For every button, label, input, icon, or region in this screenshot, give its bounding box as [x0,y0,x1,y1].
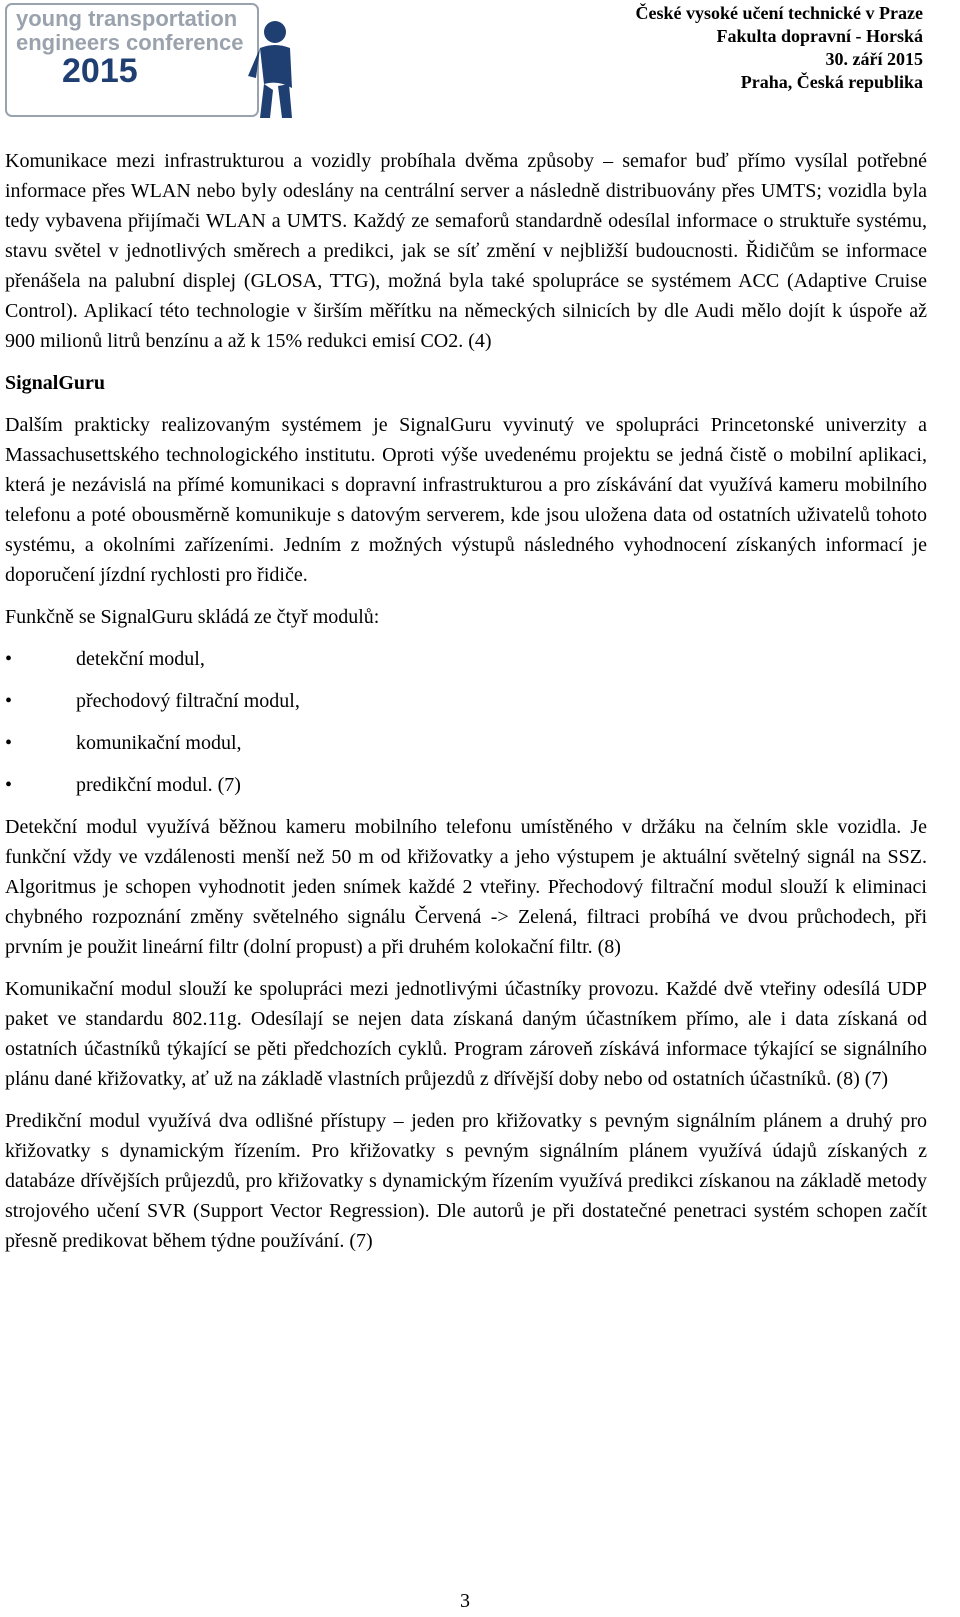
list-item [5,644,927,674]
list-item [5,728,927,758]
list-item [5,770,927,800]
paragraph-detection-module: Detekční modul využívá běžnou kameru mobilního telefonu umístěného v držáku na čelním skle vozidla. Je funkční vždy ve vzdálenosti menší než 50 m od křižovatky a jeho výstupem je aktuální světelný signál na SSZ. Algoritmus je schopen vyhodnotit jeden snímek každé 2 vteřiny. Přechodový filtrační modul slouží k eliminaci chybného rozpoznání změny světelného signálu Červená -> Zelená, filtraci probíhá ve dvou průchodech, při prvním je použit lineární filtr (dolní propust) a při druhém kolokační filtr. (8) [5,816,927,958]
list-item-text: přechodový filtrační modul, [76,690,300,712]
paragraph-signalguru-intro: Dalším prakticky realizovaným systémem je SignalGuru vyvinutý ve spolupráci Princetonské univerzity a Massachusettského technologického institutu. Oproti výše uvedenému projektu se jedná čistě o mobilní aplikaci, která je nezávislá na přímé komunikaci s dopravní infrastrukturou a pro získávání dat využívá kameru mobilního telefonu a poté obousměrně komunikuje s datovým serverem, kde jsou uložena data od ostatních uživatelů tohoto systému, a okolními zařízeními. Jedním z možných výstupů následného vyhodnocení získaných informací je doporučení jízdní rychlosti pro řidiče. [5,414,927,586]
header-faculty: Fakulta dopravní - Horská [716,26,923,46]
paragraph-communication: Komunikace mezi infrastrukturou a vozidly probíhala dvěma způsoby – semafor buď přímo vysílal potřebné informace přes WLAN nebo byly odeslány na centrální server a následně distribuovány přes UMTS; vozidla byla tedy vybavena přijímači WLAN a UMTS. Každý ze semaforů standardně odesílal informace o struktuře systému, stavu světel v jednotlivých směrech a predikci, jak se síť změní v nejbližší budoucnosti. Řidičům se informace přenášela na palubní displej (GLOSA, TTG), možná byla také spolupráce se systémem ACC (Adaptive Cruise Control). Aplikací této technologie v širším měřítku na německých silnicích by dle Audi mělo dojít k úspoře až 900 milionů litrů benzínu a až k 15% redukci emisí CO2. (4) [5,150,927,352]
conference-logo [2,0,302,125]
bullet-icon: • [5,648,13,670]
page-number: 3 [460,1590,470,1612]
bullet-icon: • [5,690,13,712]
header-date: 30. září 2015 [825,49,923,69]
bullet-icon: • [5,774,13,796]
list-item-text: komunikační modul, [76,732,242,754]
header-university: České vysoké učení technické v Praze [635,3,923,23]
module-list [5,644,927,800]
section-heading: SignalGuru [5,372,106,394]
conference-header [636,2,923,94]
header-location: Praha, Česká republika [740,72,923,92]
bullet-icon: • [5,732,13,754]
list-item [5,686,927,716]
list-intro: Funkčně se SignalGuru skládá ze čtyř modulů: [5,606,380,628]
list-item-text: predikční modul. (7) [76,774,241,796]
list-item-text: detekční modul, [76,648,205,670]
logo-line2: engineers conference [16,30,244,55]
paragraph-communication-module: Komunikační modul slouží ke spolupráci mezi jednotlivými účastníky provozu. Každé dvě vteřiny odesílá UDP paket ve standardu 802.11g. Odesílají se nejen data získaná daným účastníkem přímo, ale i data získaná od ostatních účastníků týkající se pěti předchozích cyklů. Program zároveň získává informace týkající se signálního plánu dané křižovatky, ať už na základě vlastních průjezdů z dřívější doby nebo od ostatních účastníků. (8) (7) [5,978,927,1090]
paragraph-prediction-module: Predikční modul využívá dva odlišné přístupy – jeden pro křižovatky s pevným signálním plánem a druhý pro křižovatky s dynamickým řízením. Pro křižovatky s pevným signálním plánem využívá údajů získaných z databáze dřívějších průjezdů, pro křižovatky s dynamickým řízením využívá predikci získanou na základě metody strojového učení SVR (Support Vector Regression). Dle autorů je při dostatečné penetraci systém schopen začít přesně predikovat během týdne používání. (7) [5,1110,927,1252]
logo-line1: young transportation [16,6,238,31]
page-content [5,146,927,1268]
logo-year: 2015 [62,52,138,90]
